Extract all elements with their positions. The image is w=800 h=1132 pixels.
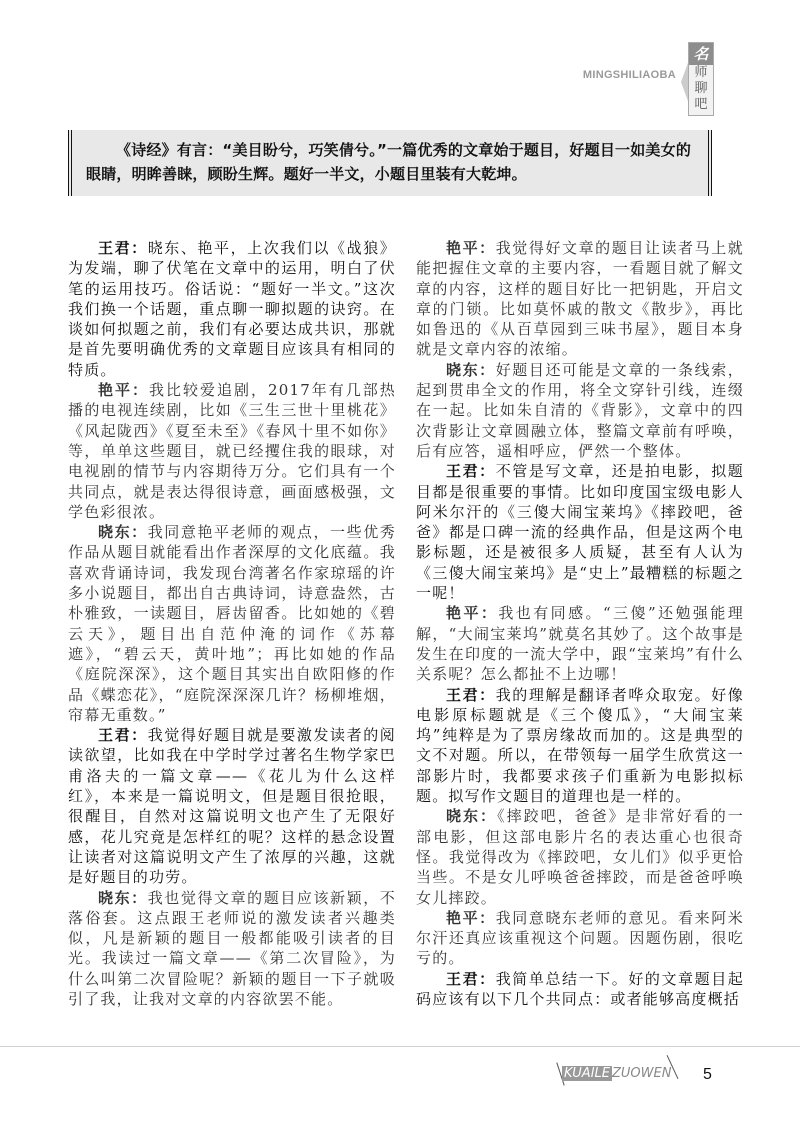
dialogue-text: 晓东、艳平，上次我们以《战狼》为发端，聊了伏笔在文章中的运用，明白了伏笔的运用技巧。俗话说：“题好一半文。”这次我们换一个话题，重点聊一聊拟题的诀窍。在谈如何拟题之前，我们有必要达成共识，那就是首先要明确优秀的文章题目应该具有相同的特质。: [68, 239, 396, 379]
speaker-name: 王君：: [98, 239, 148, 257]
speaker-name: 晓东：: [98, 523, 148, 542]
dialogue-text: 我也有同感。“三傻”还勉强能理解，“大闹宝莱坞”就莫名其妙了。这个故事是发生在印度的一流大学中，跟“宝莱坞”有什么关系呢？怎么都扯不上边哪！: [416, 604, 744, 684]
dialogue-text: 我的理解是翻译者哗众取宠。好像电影原标题就是《三个傻瓜》，“大闹宝莱坞”纯粹是为了票房缘故而加的。这是典型的文不对题。所以，在带领每一届学生欣赏这一部影片时，我都要求孩子们重新为电影拟标题。拟写作文题目的道理也是一样的。: [416, 685, 744, 806]
dialogue-text: 我也觉得文章的题目应该新颖，不落俗套。这点跟王老师说的激发读者兴趣类似，凡是新颖的题目一般都能吸引读者的目光。我读过一篇文章——《第二次冒险》，为什么叫第二次冒险呢？新颖的题目一下子就吸引了我，让我对文章的内容欲罢不能。: [68, 888, 396, 1008]
footer-logo-part2: ZUOWEN: [612, 1066, 672, 1081]
dialogue-paragraph: [416, 685, 744, 807]
right-column: [416, 238, 744, 1009]
footer-divider: [0, 1046, 800, 1047]
speaker-name: 王君：: [446, 462, 496, 481]
speaker-name: 艳平：: [446, 239, 496, 257]
dialogue-paragraph: [416, 908, 744, 969]
dialogue-paragraph: [416, 238, 744, 360]
footer-logo-part1: KUAILE: [564, 1066, 610, 1081]
section-logo-char: 名: [689, 43, 713, 65]
section-logo-char: 师: [694, 65, 708, 80]
speaker-name: 晓东：: [446, 807, 498, 826]
dialogue-paragraph: [416, 806, 744, 907]
speaker-name: 晓东：: [446, 360, 496, 379]
section-logo-char: 吧: [694, 97, 708, 112]
dialogue-paragraph: [68, 888, 396, 1010]
dialogue-paragraph: [68, 522, 396, 725]
dialogue-paragraph: [416, 603, 744, 684]
dialogue-text: 我觉得好文章的题目让读者马上就能把握住文章的主要内容，一看题目就了解文章的内容，这样的题目好比一把钥匙，开启文章的门锁。比如莫怀戚的散文《散步》，再比如鲁迅的《从百草园到三味书屋》，题目本身就是文章内容的浓缩。: [416, 239, 744, 359]
dialogue-paragraph: [68, 725, 396, 887]
dialogue-text: 我比较爱追剧，2017年有几部热播的电视连续剧，比如《三生三世十里桃花》《风起陇西》《夏至未至》《春风十里不如你》等，单单这些题目，就已经攫住我的眼球，对电视剧的情节与内容期待万分。它们具有一个共同点，就是表达得很诗意，画面感极强，文学色彩很浓。: [68, 381, 396, 521]
speaker-name: 王君：: [446, 685, 496, 704]
dialogue-paragraph: [416, 461, 744, 603]
section-logo-char: 聊: [694, 81, 708, 96]
left-column: [68, 238, 396, 1009]
section-logo: [688, 42, 714, 116]
speaker-name: 艳平：: [446, 908, 496, 927]
dialogue-text: 《摔跤吧，爸爸》是非常好看的一部电影，但这部电影片名的表达重心也很奇怪。我觉得改为《摔跤吧，女儿们》似乎更恰当些。不是女儿呼唤爸爸摔跤，而是爸爸呼唤女儿摔跤。: [416, 807, 744, 907]
dialogue-paragraph: [416, 360, 744, 461]
dialogue-text: 我同意艳平老师的观点，一些优秀作品从题目就能看出作者深厚的文化底蕴。我喜欢背诵诗词，我发现台湾著名作家琼瑶的许多小说题目，都出自古典诗词，诗意盎然，古朴雅致，一读题目，唇齿留香。比如她的《碧云天》，题目出自范仲淹的词作《苏幕遮》，“碧云天，黄叶地”；再比如她的作品《庭院深深》，这个题目其实出自欧阳修的作品《蝶恋花》，“庭院深深深几许？杨柳堆烟，帘幕无重数。”: [68, 523, 396, 724]
speaker-name: 艳平：: [446, 604, 499, 623]
speaker-name: 晓东：: [98, 888, 148, 907]
footer-logo: [562, 1066, 671, 1081]
intro-text: 《诗经》有言：“美目盼兮，巧笑倩兮。”一篇优秀的文章始于题目，好题目一如美女的眼睛，明眸善睐，顾盼生辉。题好一半文，小题目里装有大乾坤。: [86, 141, 692, 183]
page-number: 5: [703, 1066, 712, 1083]
speaker-name: 王君：: [98, 726, 148, 745]
section-title-en: MINGSHILIAOBA: [582, 69, 676, 81]
intro-quote-box: [68, 130, 712, 196]
dialogue-text: 好题目还可能是文章的一条线索，起到贯串全文的作用，将全文穿针引线，连缀在一起。比如朱自清的《背影》，文章中的四次背影让文章圆融立体，整篇文章前有呼唤，后有应答，遥相呼应，俨然一个整体。: [416, 360, 744, 460]
speaker-name: 王君：: [446, 969, 496, 988]
dialogue-text: 不管是写文章，还是拍电影，拟题目都是很重要的事情。比如印度国宝级电影人阿米尔汗的《三傻大闹宝莱坞》《摔跤吧，爸爸》都是口碑一流的经典作品，但是这两个电影标题，还是被很多人质疑，甚至有人认为《三傻大闹宝莱坞》是“史上”最糟糕的标题之一呢！: [416, 462, 744, 603]
dialogue-paragraph: [416, 969, 744, 1010]
dialogue-text: 我觉得好题目就是要激发读者的阅读欲望，比如我在中学时学过著名生物学家巴甫洛夫的一篇文章——《花儿为什么这样红》，本来是一篇说明文，但是题目很抢眼，很醒目，自然对这篇说明文也产生了无限好感，花儿究竟是怎样红的呢？这样的悬念设置让读者对这篇说明文产生了浓厚的兴趣，这就是好题目的功劳。: [68, 726, 396, 887]
dialogue-text: 我同意晓东老师的意见。看来阿米尔汗还真应该重视这个问题。因题伤剧，很吃亏的。: [416, 908, 744, 968]
speaker-name: 艳平：: [98, 381, 150, 400]
dialogue-text: 我简单总结一下。好的文章题目起码应该有以下几个共同点：或者能够高度概括: [416, 969, 744, 1008]
dialogue-paragraph: [68, 380, 396, 522]
dialogue-paragraph: [68, 238, 396, 380]
